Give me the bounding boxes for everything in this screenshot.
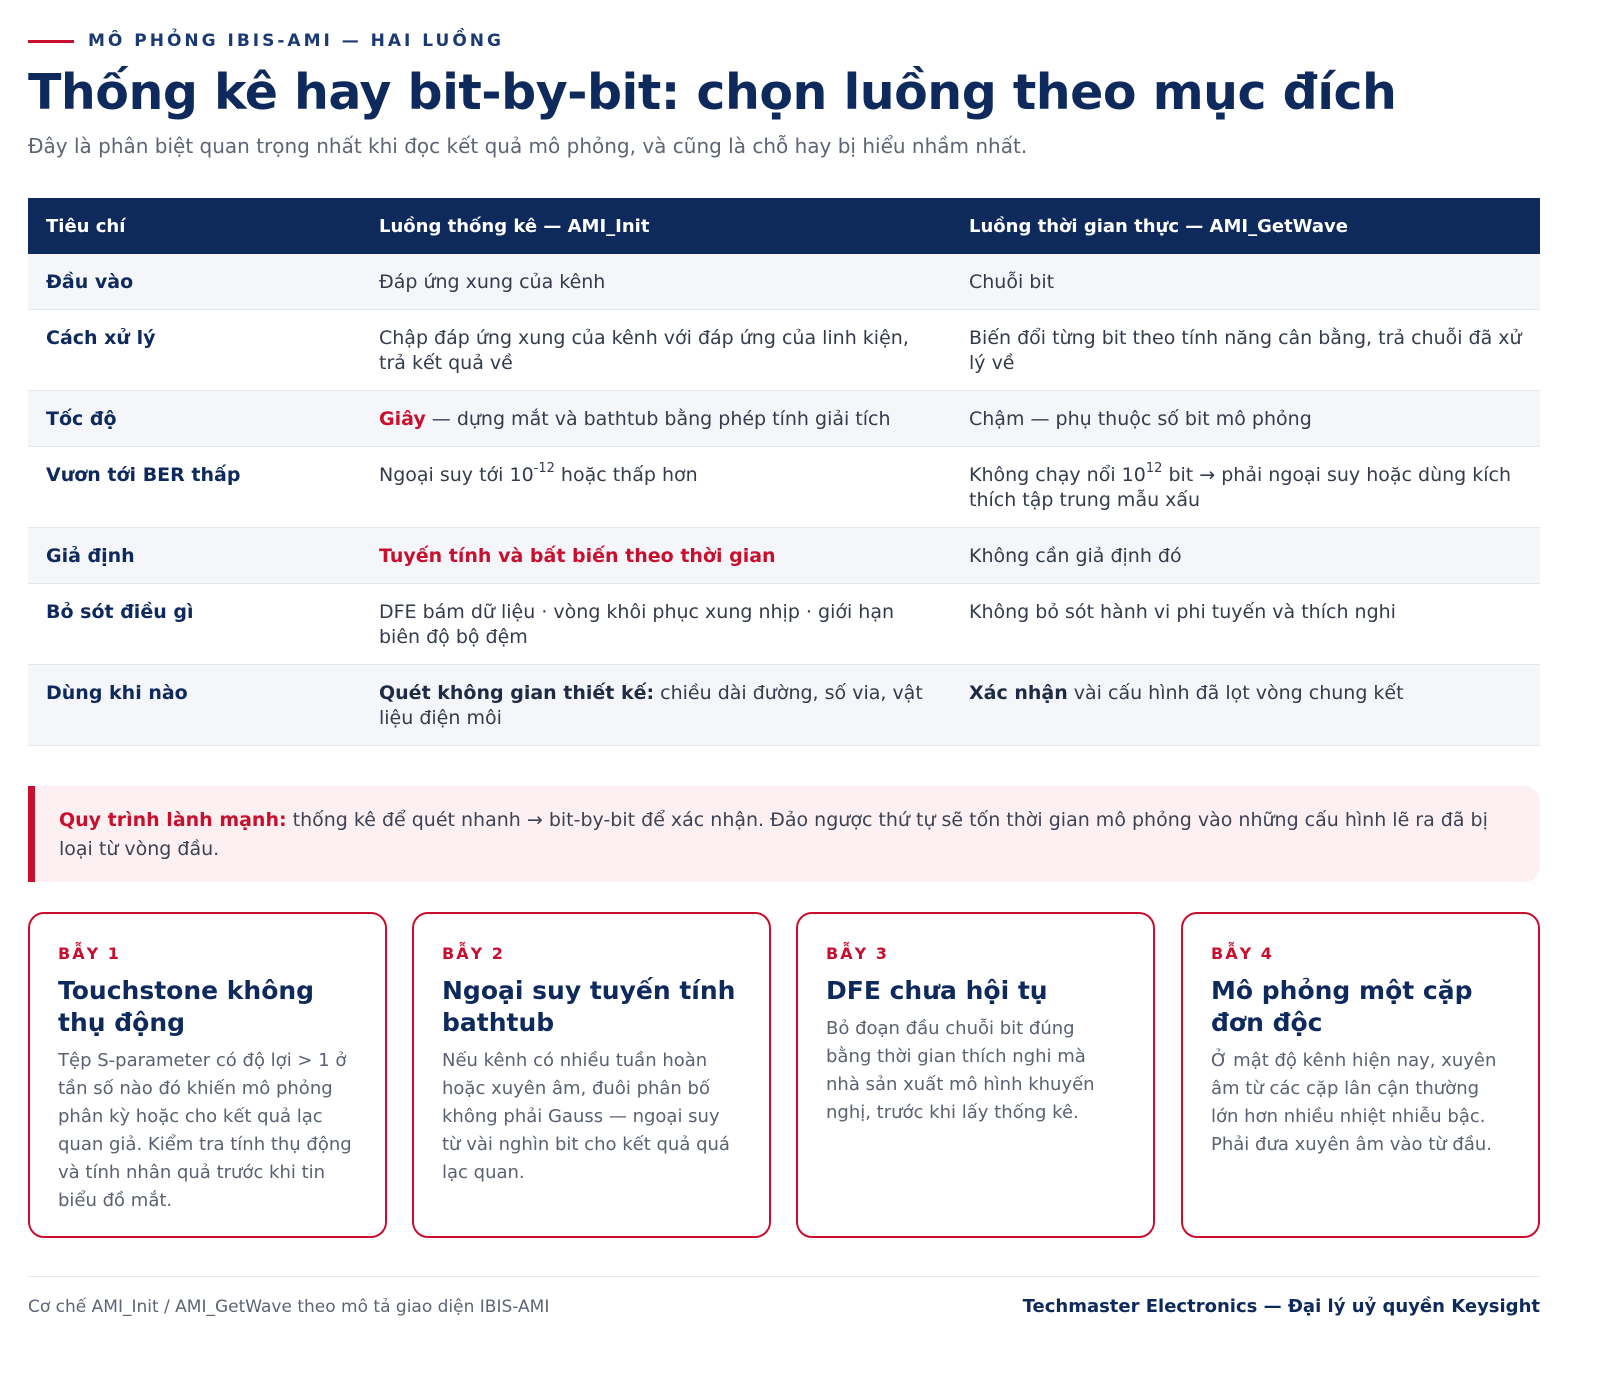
ber-stat-text-end: hoặc thấp hơn bbox=[554, 464, 698, 486]
table-row bbox=[28, 310, 1540, 391]
header-realtime-flow: Luồng thời gian thực — AMI_GetWave bbox=[951, 198, 1540, 254]
ber-realtime-text-end: bit → phải ngoại suy hoặc dùng kích thích tập trung mẫu xấu bbox=[969, 464, 1512, 511]
row-realtime-cell: Không cần giả định đó bbox=[951, 528, 1540, 584]
table-row bbox=[28, 254, 1540, 310]
card-tag: BẪY 2 bbox=[442, 944, 505, 963]
ber-realtime-exponent: 12 bbox=[1145, 460, 1163, 476]
workflow-callout bbox=[28, 786, 1540, 882]
eyebrow-text: MÔ PHỎNG IBIS-AMI — HAI LUỒNG bbox=[88, 31, 504, 51]
ber-realtime-text: Không chạy nổi 10 bbox=[969, 464, 1146, 486]
eyebrow bbox=[28, 30, 504, 52]
pitfall-card bbox=[1181, 912, 1540, 1238]
row-stat-cell: DFE bám dữ liệu · vòng khôi phục xung nhịp · giới hạn biên độ bộ đệm bbox=[361, 584, 951, 665]
header-statistical-flow: Luồng thống kê — AMI_Init bbox=[361, 198, 951, 254]
page-title: Thống kê hay bit-by-bit: chọn luồng theo mục đích bbox=[28, 64, 1397, 121]
row-stat-cell bbox=[361, 391, 951, 447]
row-criterion: Bỏ sót điều gì bbox=[28, 584, 361, 665]
ber-stat-exponent: -12 bbox=[533, 460, 555, 476]
card-title: Ngoại suy tuyến tính bathtub bbox=[442, 976, 736, 1037]
table-row bbox=[28, 665, 1540, 746]
card-title: Mô phỏng một cặp đơn độc bbox=[1211, 976, 1473, 1037]
pitfall-card bbox=[412, 912, 771, 1238]
usage-realtime-highlight: Xác nhận bbox=[969, 682, 1068, 704]
card-body: Nếu kênh có nhiều tuần hoàn hoặc xuyên âm, đuôi phân bố không phải Gauss — ngoại suy từ vài nghìn bit cho kết quả quá lạc quan. bbox=[442, 1050, 730, 1183]
row-criterion: Vươn tới BER thấp bbox=[28, 447, 361, 528]
ber-stat-text: Ngoại suy tới 10 bbox=[379, 464, 534, 486]
card-body: Tệp S-parameter có độ lợi > 1 ở tần số nào đó khiến mô phỏng phân kỳ hoặc cho kết quả lạc quan giả. Kiểm tra tính thụ động và tính nhân quả trước khi tin biểu đồ mắt. bbox=[58, 1050, 352, 1211]
table-header bbox=[28, 198, 1540, 254]
card-title: DFE chưa hội tụ bbox=[826, 976, 1048, 1005]
callout-text: thống kê để quét nhanh → bit-by-bit để xác nhận. Đảo ngược thứ tự sẽ tốn thời gian mô phỏng vào những cấu hình lẽ ra đã bị loại từ vòng đầu. bbox=[59, 809, 1488, 860]
header-criterion: Tiêu chí bbox=[28, 198, 361, 254]
row-criterion: Dùng khi nào bbox=[28, 665, 361, 746]
row-criterion: Tốc độ bbox=[28, 391, 361, 447]
table-row bbox=[28, 528, 1540, 584]
speed-detail: — dựng mắt và bathtub bằng phép tính giải tích bbox=[425, 408, 891, 430]
usage-stat-detail: chiều dài đường, số via, vật liệu điện môi bbox=[379, 682, 923, 729]
row-stat-cell: Chập đáp ứng xung của kênh với đáp ứng của linh kiện, trả kết quả về bbox=[361, 310, 951, 391]
table-row bbox=[28, 391, 1540, 447]
row-criterion: Cách xử lý bbox=[28, 310, 361, 391]
card-tag: BẪY 4 bbox=[1211, 944, 1274, 963]
footer-source-note: Cơ chế AMI_Init / AMI_GetWave theo mô tả giao diện IBIS-AMI bbox=[28, 1297, 550, 1317]
card-tag: BẪY 1 bbox=[58, 944, 121, 963]
eyebrow-accent-line bbox=[28, 40, 74, 43]
card-body: Ở mật độ kênh hiện nay, xuyên âm từ các cặp lân cận thường lớn hơn nhiều nhiệt nhiễu bậc. Phải đưa xuyên âm vào từ đầu. bbox=[1211, 1050, 1497, 1155]
page-subtitle: Đây là phân biệt quan trọng nhất khi đọc kết quả mô phỏng, và cũng là chỗ hay bị hiểu nhầm nhất. bbox=[28, 134, 1028, 158]
pitfall-cards bbox=[28, 912, 1540, 1238]
row-criterion: Giả định bbox=[28, 528, 361, 584]
row-realtime-cell: Không bỏ sót hành vi phi tuyến và thích nghi bbox=[951, 584, 1540, 665]
speed-highlight: Giây bbox=[379, 408, 426, 430]
row-realtime-cell: Biến đổi từng bit theo tính năng cân bằng, trả chuỗi đã xử lý về bbox=[951, 310, 1540, 391]
row-realtime-cell: Chậm — phụ thuộc số bit mô phỏng bbox=[951, 391, 1540, 447]
usage-stat-highlight: Quét không gian thiết kế: bbox=[379, 682, 655, 704]
row-stat-cell bbox=[361, 447, 951, 528]
table-row bbox=[28, 584, 1540, 665]
usage-realtime-detail: vài cấu hình đã lọt vòng chung kết bbox=[1067, 682, 1404, 704]
row-stat-cell bbox=[361, 665, 951, 746]
row-realtime-cell: Chuỗi bit bbox=[951, 254, 1540, 310]
table-header-row bbox=[28, 198, 1540, 254]
callout-label: Quy trình lành mạnh: bbox=[59, 809, 287, 831]
row-stat-cell: Đáp ứng xung của kênh bbox=[361, 254, 951, 310]
row-stat-cell bbox=[361, 528, 951, 584]
pitfall-card bbox=[796, 912, 1155, 1238]
card-title: Touchstone không thụ động bbox=[58, 976, 315, 1037]
card-tag: BẪY 3 bbox=[826, 944, 889, 963]
assumption-highlight: Tuyến tính và bất biến theo thời gian bbox=[379, 545, 776, 567]
comparison-table bbox=[28, 198, 1540, 746]
card-body: Bỏ đoạn đầu chuỗi bit đúng bằng thời gian thích nghi mà nhà sản xuất mô hình khuyến nghị, trước khi lấy thống kê. bbox=[826, 1018, 1095, 1123]
table-row bbox=[28, 447, 1540, 528]
row-criterion: Đầu vào bbox=[28, 254, 361, 310]
pitfall-card bbox=[28, 912, 387, 1238]
footer-divider bbox=[28, 1276, 1540, 1277]
row-realtime-cell bbox=[951, 665, 1540, 746]
row-realtime-cell bbox=[951, 447, 1540, 528]
footer-brand: Techmaster Electronics — Đại lý uỷ quyền Keysight bbox=[1022, 1296, 1540, 1317]
